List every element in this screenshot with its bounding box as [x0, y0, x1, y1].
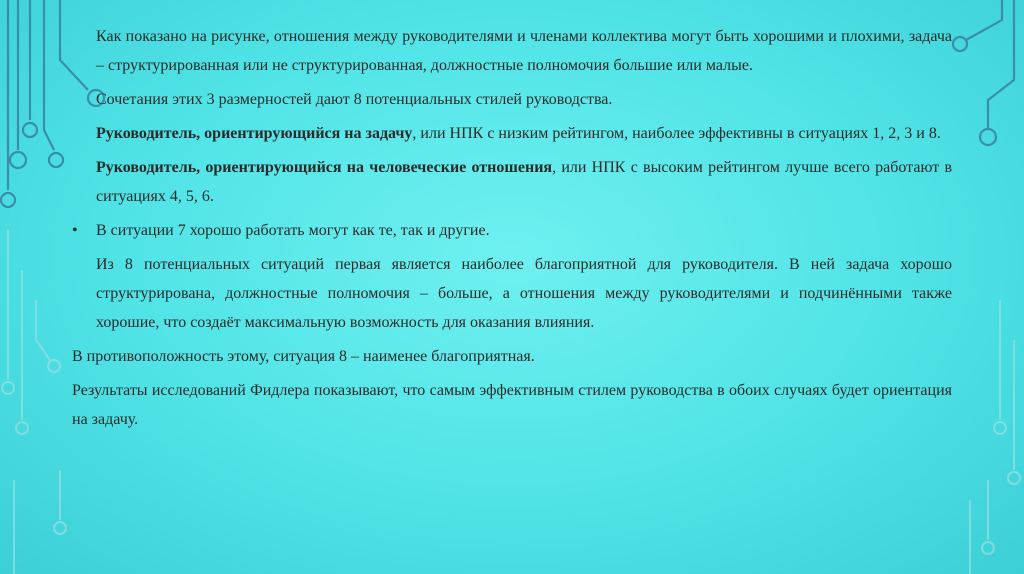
task-oriented-text: , или НПК с низким рейтингом, наиболее эффективны в ситуациях 1, 2, 3 и 8. [412, 125, 941, 142]
bullet-marker: • [72, 222, 78, 239]
bullet-item [72, 216, 952, 245]
paragraph-task-oriented [72, 119, 952, 148]
paragraph-intro: Как показано на рисунке, отношения между руководителями и членами коллектива могут быть хорошими и плохими, задача – структурированная или не структурированная, должностные полномочия большие или малые. [96, 28, 952, 74]
paragraph-favorable: Из 8 потенциальных ситуаций первая является наиболее благоприятной для руководителя. В ней задача хорошо структурирована, должностные полномочия – больше, а отношения между руководителями и подчинёнными также хорошие, что создаёт максимальную возможность для оказания влияния. [96, 256, 952, 331]
slide-content [72, 22, 952, 434]
task-oriented-title: Руководитель, ориентирующийся на задачу [96, 125, 413, 142]
relations-oriented-text: , или НПК с высоким рейтингом лучше всего работают в ситуациях 4, 5, 6. [96, 159, 952, 205]
paragraph-relations-oriented [72, 153, 952, 211]
paragraph-unfavorable: В противоположность этому, ситуация 8 – наименее благоприятная. [72, 348, 535, 365]
relations-oriented-title: Руководитель, ориентирующийся на человеческие отношения [96, 159, 553, 176]
paragraph-situation-7: В ситуации 7 хорошо работать могут как те, так и другие. [96, 222, 490, 239]
paragraph-results: Результаты исследований Фидлера показывают, что самым эффективным стилем руководства в обоих случаях будет ориентация на задачу. [72, 382, 952, 428]
paragraph-combinations: Сочетания этих 3 размерностей дают 8 потенциальных стилей руководства. [96, 91, 613, 108]
